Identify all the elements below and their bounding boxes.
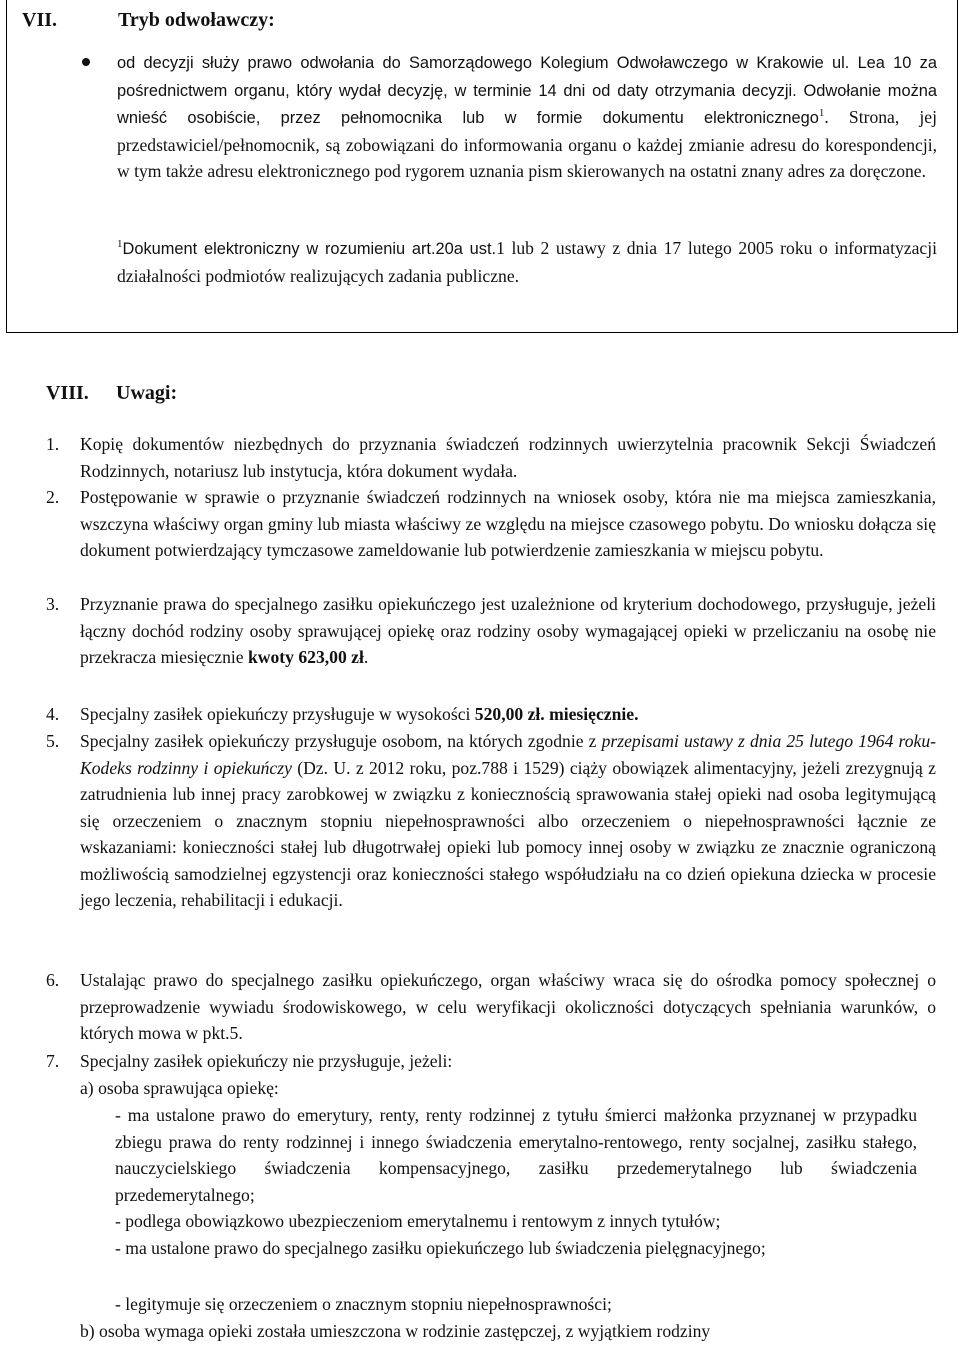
section-8-number: VIII. [46, 382, 89, 404]
item-3-tail: . [363, 647, 369, 667]
footnote-text-serif: 1 lub 2 ustawy z dnia 17 lutego 2005 roku o informatyzacji działalności podmiotów realizujących zadania publiczne. [117, 238, 937, 286]
subitem-a-point-1: - ma ustalone prawo do emerytury, renty, renty rodzinnej z tytułu śmierci małżonka przyznanej w przypadku zbiegu prawa do renty rodzinnej i innego świadczenia emerytalno-rentowego, renty socjalnej, zasiłku stałego, nauczycielskiego świadczenia kompensacyjnego, zasiłku przedemerytalnego lub świadczenia przedemerytalnego; [115, 1105, 917, 1205]
item-3-body: Przyznanie prawa do specjalnego zasiłku opiekuńczego jest uzależnione od kryterium dochodowego, przysługuje, jeżeli łączny dochód rodziny osoby sprawującej opiekę oraz rodziny osoby wymagającej opieki w przeliczaniu na osobę nie przekracza miesięcznie [80, 594, 936, 667]
bullet-dot-icon [82, 58, 90, 66]
footnote [117, 235, 937, 289]
item-7-text: Specjalny zasiłek opiekuńczy nie przysługuje, jeżeli: [80, 1051, 453, 1071]
item-6-text: Ustalając prawo do specjalnego zasiłku opiekuńczego, organ właściwy wraca się do ośrodka pomocy społecznej o przeprowadzenie wywiadu środowiskowego, w celu weryfikacji okoliczności dotyczących spełniania warunków, o których mowa w pkt.5. [80, 970, 936, 1043]
item-4-number: 4. [46, 704, 60, 724]
item-7-number: 7. [46, 1051, 60, 1071]
section-7-heading [22, 8, 275, 32]
item-5-body: Specjalny zasiłek opiekuńczy przysługuje osobom, na których zgodnie z [80, 731, 602, 751]
item-2-number: 2. [46, 487, 60, 507]
item-5-number: 5. [46, 731, 60, 751]
item-5-text [80, 728, 936, 914]
item-3-number: 3. [46, 594, 60, 614]
appeal-text-rest: . Strona, jej przedstawiciel/pełnomocnik, są zobowiązani do informowania organu o każdej zmianie adresu do korespondencji, w tym także adresu elektronicznego pod rygorem uznania pism skierowanych na ostatni znany adres za doręczone. [117, 107, 937, 181]
appeal-paragraph [117, 49, 937, 185]
appeal-text-sans: od decyzji służy prawo odwołania do Samorządowego Kolegium Odwoławczego w Krakowie ul. Lea 10 za pośrednictwem organu, który wydał decyzję, w terminie 14 dni od daty otrzymania decyzji. Odwołanie można wnieść osobiście, przez pełnomocnika lub w formie dokumentu elektronicznego [117, 54, 937, 127]
item-3-amount: kwoty 623,00 zł [248, 647, 364, 667]
section-7-title: Tryb odwoławczy: [118, 9, 275, 31]
item-6-number: 6. [46, 970, 60, 990]
item-5-law-reference: przepisami ustawy z dnia 25 lutego 1964 roku- Kodeks rodzinny i opiekuńczy [80, 731, 936, 778]
item-4-text [80, 701, 936, 728]
item-1-number: 1. [46, 434, 60, 454]
footnote-text-sans: Dokument elektroniczny w rozumieniu art.20a ust. [122, 240, 497, 258]
item-3-text [80, 591, 936, 671]
subitem-a-point-4: - legitymuje się orzeczeniem o znacznym stopniu niepełnosprawności; [115, 1294, 612, 1314]
section-7-number: VII. [22, 9, 58, 31]
subitem-a: a) osoba sprawująca opiekę: [80, 1078, 279, 1098]
item-4-amount: 520,00 zł. miesięcznie. [474, 704, 639, 724]
section-8-heading [46, 381, 177, 405]
footnote-ref: 1 [818, 107, 825, 120]
subitem-a-point-2: - podlega obowiązkowo ubezpieczeniom emerytalnemu i rentowym z innych tytułów; [115, 1211, 721, 1231]
item-2-text: Postępowanie w sprawie o przyznanie świadczeń rodzinnych na wniosek osoby, która nie ma miejsca zamieszkania, wszczyna właściwy organ gminy lub miasta właściwy ze względu na miejsce czasowego pobytu. Do wniosku dołącza się dokument potwierdzający tymczasowe zameldowanie lub potwierdzenie zamieszkania w miejscu pobytu. [80, 487, 936, 560]
item-1-text: Kopię dokumentów niezbędnych do przyznania świadczeń rodzinnych uwierzytelnia pracownik Sekcji Świadczeń Rodzinnych, notariusz lub instytucja, która dokument wydała. [80, 434, 936, 481]
footnote-number: 1 [117, 238, 123, 251]
subitem-a-point-3: - ma ustalone prawo do specjalnego zasiłku opiekuńczego lub świadczenia pielęgnacyjnego; [115, 1238, 766, 1258]
subitem-b: b) osoba wymaga opieki została umieszczona w rodzinie zastępczej, z wyjątkiem rodziny [80, 1321, 711, 1341]
item-5-tail: (Dz. U. z 2012 roku, poz.788 i 1529) ciąży obowiązek alimentacyjny, jeżeli zrezygnują z zatrudnienia lub innej pracy zarobkowej w związku z koniecznością sprawowania stałej opieki nad osoba legitymującą się orzeczeniem o znacznym stopniu niepełnosprawności albo orzeczeniem o niepełnosprawności łącznie ze wskazaniami: konieczności stałej lub długotrwałej opieki lub pomocy innej osoby w związku ze znacznie ograniczoną możliwością samodzielnej egzystencji oraz konieczności stałego współudziału na co dzień opiekuna dziecka w procesie jego leczenia, rehabilitacji i edukacji. [80, 757, 936, 910]
section-8-title: Uwagi: [116, 382, 178, 404]
item-4-body: Specjalny zasiłek opiekuńczy przysługuje w wysokości [80, 704, 475, 724]
